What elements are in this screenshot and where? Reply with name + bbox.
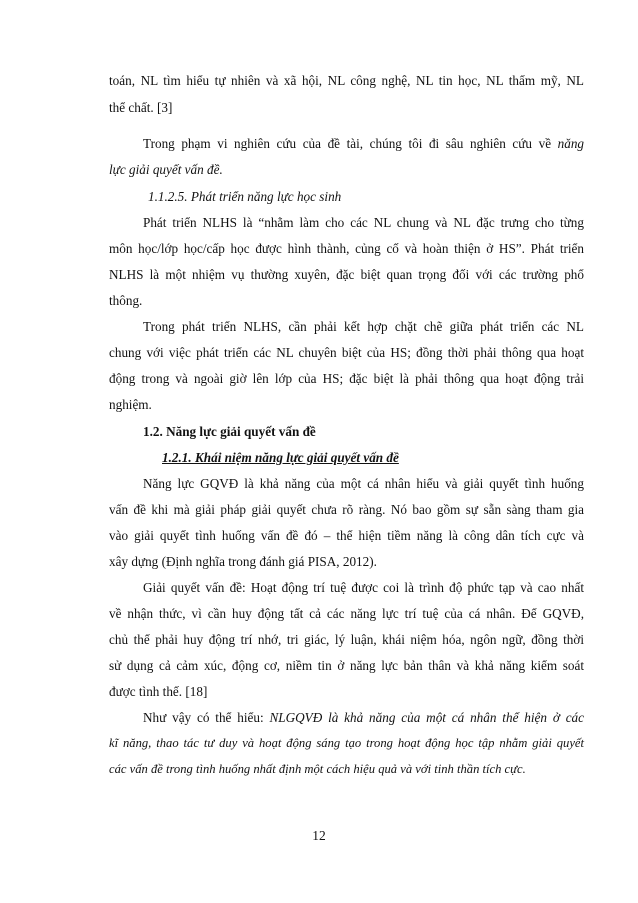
- text-line: chung với việc phát triển các NL chuyên biệt của HS; đồng thời phải thông qua hoạt: [109, 345, 584, 360]
- text-line: thông.: [109, 293, 143, 308]
- text-line: kĩ năng, thao tác tư duy và hoạt động sáng tạo trong hoạt động học tập nhằm giải quyết: [109, 736, 584, 750]
- text-run: Trong phạm vi nghiên cứu của đề tài, chúng tôi đi sâu nghiên cứu về: [143, 136, 558, 151]
- text-line: Trong phát triển NLHS, cần phải kết hợp chặt chẽ giữa phát triển các NL: [143, 319, 584, 334]
- text-line: Năng lực GQVĐ là khả năng của một cá nhân hiểu và giải quyết tình huống: [143, 476, 584, 491]
- text-line: thể chất. [3]: [109, 100, 173, 115]
- text-line: vấn đề khi mà giải pháp giải quyết chưa rõ ràng. Nó bao gồm sự sẵn sàng tham gia: [109, 502, 584, 517]
- text-line: lực giải quyết vấn đề.: [109, 162, 223, 177]
- text-line: Giải quyết vấn đề: Hoạt động trí tuệ được coi là trình độ phức tạp và cao nhất: [143, 580, 584, 595]
- subsection-heading: 1.2.1. Khái niệm năng lực giải quyết vấn đề: [162, 450, 399, 465]
- text-line: về nhận thức, vì cần huy động tất cả các năng lực trí tuệ của cá nhân. Để GQVĐ,: [109, 606, 584, 621]
- text-line: toán, NL tìm hiểu tự nhiên và xã hội, NL công nghệ, NL tin học, NL thẩm mỹ, NL: [109, 73, 584, 88]
- text-line: xây dựng (Định nghĩa trong đánh giá PISA, 2012).: [109, 554, 377, 569]
- text-run-italic: năng: [557, 136, 584, 151]
- subsection-heading: 1.1.2.5. Phát triển năng lực học sinh: [148, 189, 342, 204]
- text-line: Phát triển NLHS là “nhằm làm cho các NL chung và NL đặc trưng cho từng: [143, 215, 584, 230]
- text-line: [143, 137, 584, 150]
- text-line: nghiệm.: [109, 397, 152, 412]
- text-line: chủ thể phải huy động trí nhớ, tri giác, lý luận, khái niệm hóa, ngôn ngữ, đồng thời: [109, 632, 584, 647]
- text-line: NLHS là một nhiệm vụ thường xuyên, đặc biệt quan trọng đối với các trường phổ: [109, 267, 584, 282]
- text-line: các vấn đề trong tình huống nhất định một cách hiệu quả và với tinh thần tích cực.: [109, 762, 526, 776]
- section-heading: 1.2. Năng lực giải quyết vấn đề: [143, 424, 316, 439]
- page-number: 12: [312, 828, 326, 843]
- text-run-italic: NLGQVĐ là khả năng của một cá nhân thể hiện ở các: [269, 710, 584, 725]
- text-line: được tình thế. [18]: [109, 684, 208, 699]
- text-line: động trong và ngoài giờ lên lớp của HS; đặc biệt là phải thông qua hoạt động trải: [109, 371, 584, 386]
- text-line: sử dụng cả cảm xúc, động cơ, niềm tin ở năng lực bản thân và khả năng kiểm soát: [109, 658, 584, 673]
- text-line: môn học/lớp học/cấp học được hình thành, củng cố và hoàn thiện ở HS”. Phát triển: [109, 241, 584, 256]
- text-run: Như vậy có thể hiểu:: [143, 710, 270, 725]
- text-line: [143, 711, 584, 724]
- text-line: vào giải quyết tình huống vấn đề đó – thể hiện tiềm năng là công dân tích cực và: [109, 528, 584, 543]
